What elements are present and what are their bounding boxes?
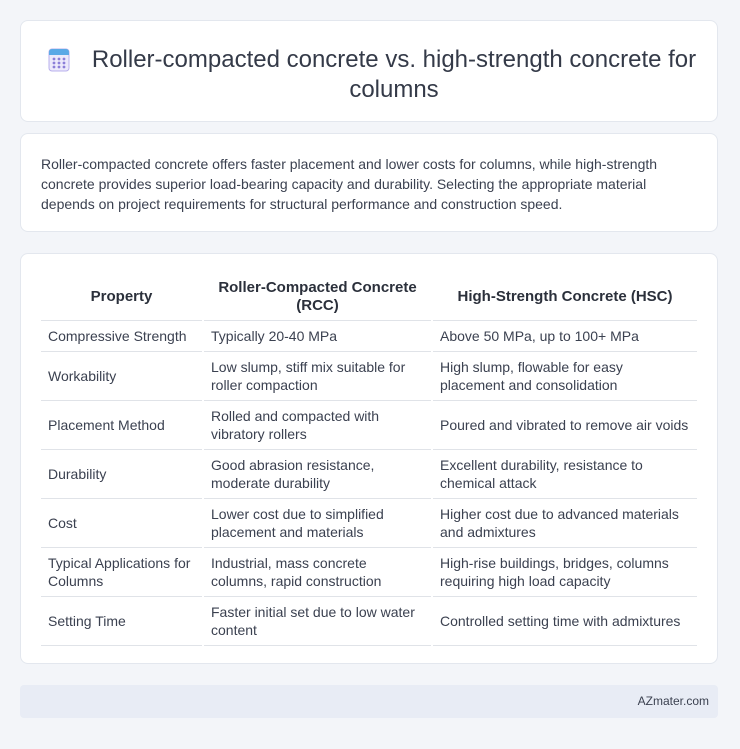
row-rcc-value: Lower cost due to simplified placement and materials <box>203 499 432 548</box>
row-hsc-value: High slump, flowable for easy placement and consolidation <box>432 352 697 401</box>
comparison-card <box>20 253 718 664</box>
table-row <box>41 548 697 597</box>
row-property: Compressive Strength <box>41 321 203 352</box>
row-rcc-value: Typically 20-40 MPa <box>203 321 432 352</box>
row-property: Typical Applications for Columns <box>41 548 203 597</box>
table-row <box>41 450 697 499</box>
intro-card <box>20 133 718 232</box>
row-property: Placement Method <box>41 401 203 450</box>
table-row <box>41 597 697 646</box>
table-row <box>41 321 697 352</box>
table-row <box>41 401 697 450</box>
page-title: Roller-compacted concrete vs. high-strength concrete for columns <box>91 46 697 103</box>
row-hsc-value: Poured and vibrated to remove air voids <box>432 401 697 450</box>
table-row <box>41 352 697 401</box>
row-rcc-value: Industrial, mass concrete columns, rapid construction <box>203 548 432 597</box>
row-property: Workability <box>41 352 203 401</box>
intro-paragraph: Roller-compacted concrete offers faster placement and lower costs for columns, while high-strength concrete provides superior load-bearing capacity and durability. Selecting the appropriate material depends on project requirements for structural performance and construction speed. <box>41 156 658 212</box>
row-rcc-value: Low slump, stiff mix suitable for roller compaction <box>203 352 432 401</box>
column-header-property: Property <box>41 274 203 321</box>
calculator-icon <box>47 48 71 72</box>
row-rcc-value: Rolled and compacted with vibratory rollers <box>203 401 432 450</box>
row-rcc-value: Faster initial set due to low water content <box>203 597 432 646</box>
footer-bar <box>20 685 718 718</box>
row-property: Cost <box>41 499 203 548</box>
table-header-row <box>41 274 697 321</box>
table-row <box>41 499 697 548</box>
footer-site-link[interactable]: AZmater.com <box>637 694 709 708</box>
row-rcc-value: Good abrasion resistance, moderate durability <box>203 450 432 499</box>
row-hsc-value: High-rise buildings, bridges, columns requiring high load capacity <box>432 548 697 597</box>
row-hsc-value: Higher cost due to advanced materials and admixtures <box>432 499 697 548</box>
comparison-table <box>41 274 697 646</box>
row-property: Durability <box>41 450 203 499</box>
row-hsc-value: Excellent durability, resistance to chemical attack <box>432 450 697 499</box>
title-card <box>20 20 718 122</box>
row-hsc-value: Above 50 MPa, up to 100+ MPa <box>432 321 697 352</box>
row-hsc-value: Controlled setting time with admixtures <box>432 597 697 646</box>
column-header-rcc: Roller-Compacted Concrete (RCC) <box>203 274 432 321</box>
row-property: Setting Time <box>41 597 203 646</box>
column-header-hsc: High-Strength Concrete (HSC) <box>432 274 697 321</box>
